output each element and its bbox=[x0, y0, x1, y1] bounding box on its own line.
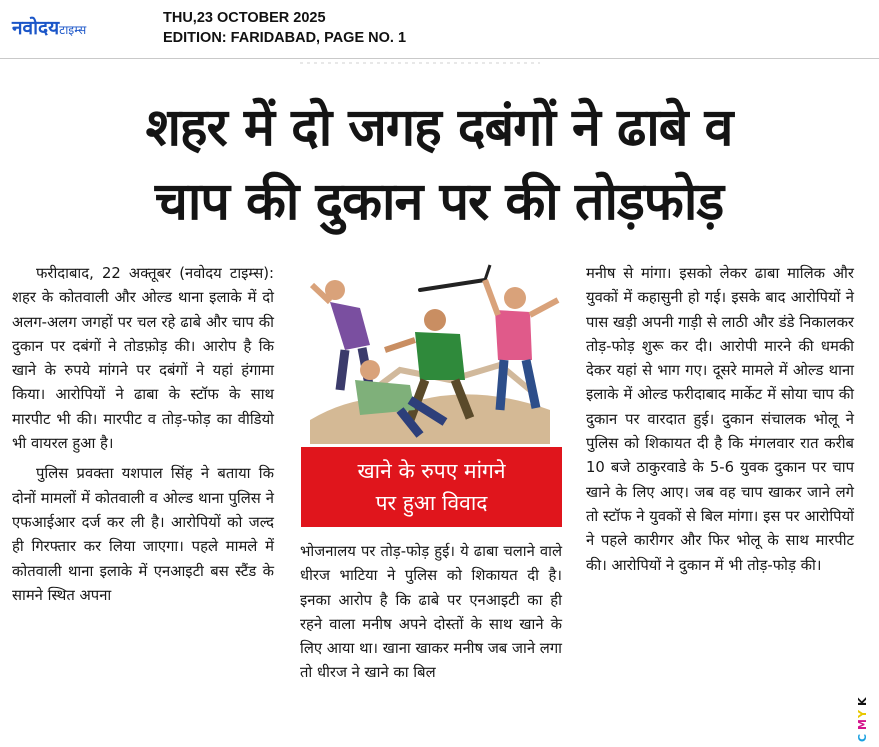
logo-sub-text: टाइम्स bbox=[59, 23, 87, 37]
paragraph-1: फरीदाबाद, 22 अक्तूबर (नवोदय टाइम्स): शहर के कोतवाली और ओल्ड थाना इलाके में दो अलग-अलग जगहों पर चल रहे ढाबे और चाप की दुकान पर दबंगों ने तोडफ़ोड़ की। आरोप है कि खाने के रुपये मांगने पर दबंगों ने यहां हंगामा किया। आरोपियों ने ढाबा के स्टॉफ के साथ मारपीट भी की। मारपीट व तोड़-फोड़ का वीडियो भी वायरल हुआ है। bbox=[12, 265, 274, 453]
article-column-2 bbox=[300, 540, 562, 686]
epaper-header bbox=[0, 0, 879, 58]
callout-line-2: पर हुआ विवाद bbox=[375, 491, 488, 515]
publication-date: THU,23 OCTOBER 2025 bbox=[163, 10, 326, 26]
cmyk-y: Y bbox=[856, 710, 869, 718]
headline-line-2: चाप की दुकान पर की तोड़फोड़ bbox=[154, 172, 724, 232]
edition-page: EDITION: FARIDABAD, PAGE NO. 1 bbox=[163, 30, 407, 46]
brawl-illustration bbox=[300, 250, 562, 444]
callout-banner bbox=[301, 447, 562, 527]
headline bbox=[4, 91, 874, 239]
callout-line-1: खाने के रुपए मांगने bbox=[357, 459, 506, 483]
cmyk-m: M bbox=[856, 719, 869, 730]
logo-main-text: नवोदय bbox=[12, 17, 60, 39]
page-edge-marks bbox=[300, 60, 560, 66]
headline-line-1: शहर में दो जगह दबंगों ने ढाबे व bbox=[145, 98, 733, 158]
fight-scene-icon bbox=[300, 250, 562, 444]
cmyk-k: K bbox=[856, 697, 869, 706]
newspaper-logo[interactable] bbox=[12, 14, 86, 40]
cmyk-registration-mark bbox=[856, 690, 874, 742]
paragraph-2: पुलिस प्रवक्ता यशपाल सिंह ने बताया कि दोनों मामलों में कोतवाली व ओल्ड थाना पुलिस ने एफआईआर दर्ज कर ली है। आरोपियों को जल्द ही गिरफ्तार कर लिया जाएगा। पहले मामले में कोतवाली थाना इलाके में एनआइटी बस स्टैंड के सामने स्थित अपना bbox=[12, 465, 274, 604]
cmyk-c: C bbox=[856, 733, 869, 742]
paragraph-3: भोजनालय पर तोड़-फोड़ हुई। ये ढाबा चलाने वाले धीरज भाटिया ने पुलिस को शिकायत दी है। इनका आरोप है कि ढाबे पर एनआइटी का ही रहने वाला मनीष अपने दोस्तों के साथ खाने के लिए आया था। खाना खाकर मनीष जब जाने लगा तो धीरज ने खाने का बिल bbox=[300, 543, 562, 682]
article-column-1 bbox=[12, 262, 274, 608]
edition-info bbox=[163, 8, 406, 48]
paragraph-4: मनीष से मांगा। इसको लेकर ढाबा मालिक और युवकों में कहासुनी हो गई। इसके बाद आरोपियों ने पास खड़ी अपनी गाड़ी से लाठी और डंडे निकालकर तोड़-फोड़ शुरू कर दी। आरोपी मारने की धमकी देकर यहां से भाग गए। दूसरे मामले में ओल्ड थाना इलाके में ओल्ड फरीदाबाद मार्केट में सोया चाप की दुकान पर वारदात हुई। दुकान संचालक भोलू ने पुलिस को शिकायत दी है कि मंगलवार रात करीब 10 बजे ठाकुरवाडे के 5-6 युवक दुकान पर चाप खाने के लिए आए। जब वह चाप खाकर जाने लगे तो स्टॉफ ने युवकों से बिल मांगा। इस पर आरोपियों ने पहले कारीगर और फिर भोलू के साथ मारपीट की। आरोपियों ने दुकान में भी तोड़-फोड़ की। bbox=[586, 265, 854, 574]
article-column-3 bbox=[586, 262, 854, 578]
